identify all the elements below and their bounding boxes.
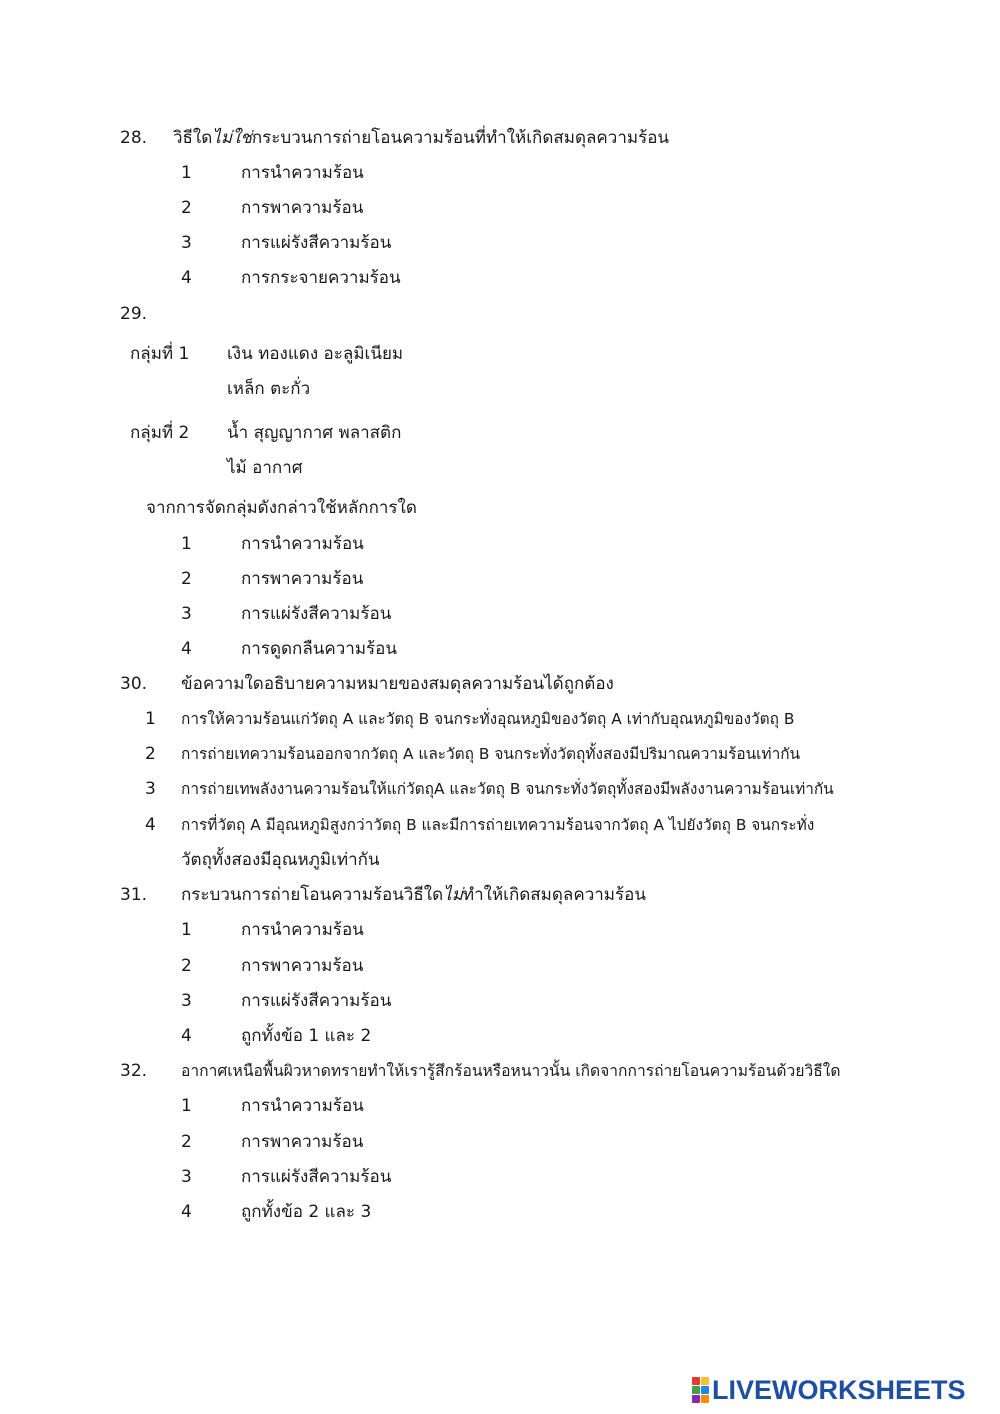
q30-option-2-number: 2 [145, 744, 156, 764]
q31-number: 31. [120, 885, 148, 905]
q29-option-2-number: 2 [181, 569, 192, 589]
q28-text-italic: ไม่ใช่ [212, 128, 252, 148]
logo-square-icon [692, 1377, 700, 1385]
q32-option-1-number: 1 [181, 1096, 192, 1116]
q28-option-2-number: 2 [181, 198, 192, 218]
logo-square-icon [692, 1395, 700, 1403]
q28-option-1[interactable]: การนำความร้อน [241, 163, 364, 183]
q31-option-1[interactable]: การนำความร้อน [241, 920, 364, 940]
q32-option-1[interactable]: การนำความร้อน [241, 1096, 364, 1116]
q32-option-3-number: 3 [181, 1167, 192, 1187]
logo-square-icon [692, 1386, 700, 1394]
q29-group1-label: กลุ่มที่ 1 [130, 344, 190, 364]
q31-option-2-number: 2 [181, 956, 192, 976]
q32-option-4-number: 4 [181, 1202, 192, 1222]
logo-square-icon [701, 1395, 709, 1403]
q31-option-3-number: 3 [181, 991, 192, 1011]
q32-text: อากาศเหนือพื้นผิวหาดทรายทำให้เรารู้สึกร้อนหรือหนาวนั้น เกิดจากการถ่ายโอนความร้อนด้วยวิธีใด [181, 1062, 841, 1080]
logo-square-icon [701, 1377, 709, 1385]
q32-number: 32. [120, 1061, 148, 1081]
q31-text-post: ทำให้เกิดสมดุลความร้อน [462, 885, 646, 905]
q31-option-4-number: 4 [181, 1026, 192, 1046]
q28-option-3[interactable]: การแผ่รังสีความร้อน [241, 233, 392, 253]
q30-option-3[interactable]: การถ่ายเทพลังงานความร้อนให้แก่วัตถุA และวัตถุ B จนกระทั่งวัตถุทั้งสองมีพลังงานความร้อนเท่ากัน [181, 780, 834, 798]
q29-group2-label: กลุ่มที่ 2 [130, 423, 190, 443]
q29-option-3[interactable]: การแผ่รังสีความร้อน [241, 604, 392, 624]
q29-group1-line2: เหล็ก ตะกั่ว [227, 379, 311, 399]
q30-option-4-line2: วัตถุทั้งสองมีอุณหภูมิเท่ากัน [181, 850, 380, 870]
q32-option-4[interactable]: ถูกทั้งข้อ 2 และ 3 [241, 1202, 372, 1222]
q29-option-1-number: 1 [181, 534, 192, 554]
q28-option-1-number: 1 [181, 163, 192, 183]
q29-option-4-number: 4 [181, 639, 192, 659]
q30-option-4[interactable]: การที่วัตถุ A มีอุณหภูมิสูงกว่าวัตถุ B และมีการถ่ายเทความร้อนจากวัตถุ A ไปยังวัตถุ B จนกระทั่ง [181, 816, 815, 834]
q32-option-2-number: 2 [181, 1132, 192, 1152]
logo-text: LIVEWORKSHEETS [712, 1374, 966, 1405]
q31-option-1-number: 1 [181, 920, 192, 940]
q31-text-pre: กระบวนการถ่ายโอนความร้อนวิธีใด [181, 885, 444, 905]
q32-option-3[interactable]: การแผ่รังสีความร้อน [241, 1167, 392, 1187]
q29-option-3-number: 3 [181, 604, 192, 624]
q30-text: ข้อความใดอธิบายความหมายของสมดุลความร้อนได้ถูกต้อง [181, 674, 614, 694]
q31-text-italic: ไม่ [443, 885, 463, 905]
q30-option-1-number: 1 [145, 709, 156, 729]
q28-option-2[interactable]: การพาความร้อน [241, 198, 364, 218]
q29-group1-line1: เงิน ทองแดง อะลูมิเนียม [227, 344, 404, 364]
q30-option-1[interactable]: การให้ความร้อนแก่วัตถุ A และวัตถุ B จนกระทั่งอุณหภูมิของวัตถุ A เท่ากับอุณหภูมิของวัตถุ B [181, 710, 795, 728]
q28-option-4-number: 4 [181, 268, 192, 288]
logo-square-icon [701, 1386, 709, 1394]
q30-option-2[interactable]: การถ่ายเทความร้อนออกจากวัตถุ A และวัตถุ B จนกระทั่งวัตถุทั้งสองมีปริมาณความร้อนเท่ากัน [181, 745, 801, 763]
q30-option-3-number: 3 [145, 779, 156, 799]
q29-option-2[interactable]: การพาความร้อน [241, 569, 364, 589]
q28-number: 28. [120, 128, 148, 148]
liveworksheets-logo [692, 1376, 966, 1404]
q31-option-2[interactable]: การพาความร้อน [241, 956, 364, 976]
q29-option-4[interactable]: การดูดกลืนความร้อน [241, 639, 398, 659]
q31-text [181, 883, 646, 907]
q30-number: 30. [120, 674, 148, 694]
q29-group2-line2: ไม้ อากาศ [227, 458, 303, 478]
liveworksheets-icon [692, 1377, 709, 1403]
q31-option-4[interactable]: ถูกทั้งข้อ 1 และ 2 [241, 1026, 372, 1046]
q28-option-4[interactable]: การกระจายความร้อน [241, 268, 401, 288]
q28-text-post: กระบวนการถ่ายโอนความร้อนที่ทำให้เกิดสมดุลความร้อน [251, 128, 670, 148]
q28-option-3-number: 3 [181, 233, 192, 253]
q29-group2-line1: น้ำ สุญญากาศ พลาสติก [227, 423, 402, 443]
q31-option-3[interactable]: การแผ่รังสีความร้อน [241, 991, 392, 1011]
q30-option-4-number: 4 [145, 815, 156, 835]
q32-option-2[interactable]: การพาความร้อน [241, 1132, 364, 1152]
q29-question: จากการจัดกลุ่มดังกล่าวใช้หลักการใด [146, 498, 417, 518]
q29-option-1[interactable]: การนำความร้อน [241, 534, 364, 554]
q28-text [173, 126, 669, 150]
q29-number: 29. [120, 304, 148, 324]
q28-text-pre: วิธีใด [173, 128, 213, 148]
